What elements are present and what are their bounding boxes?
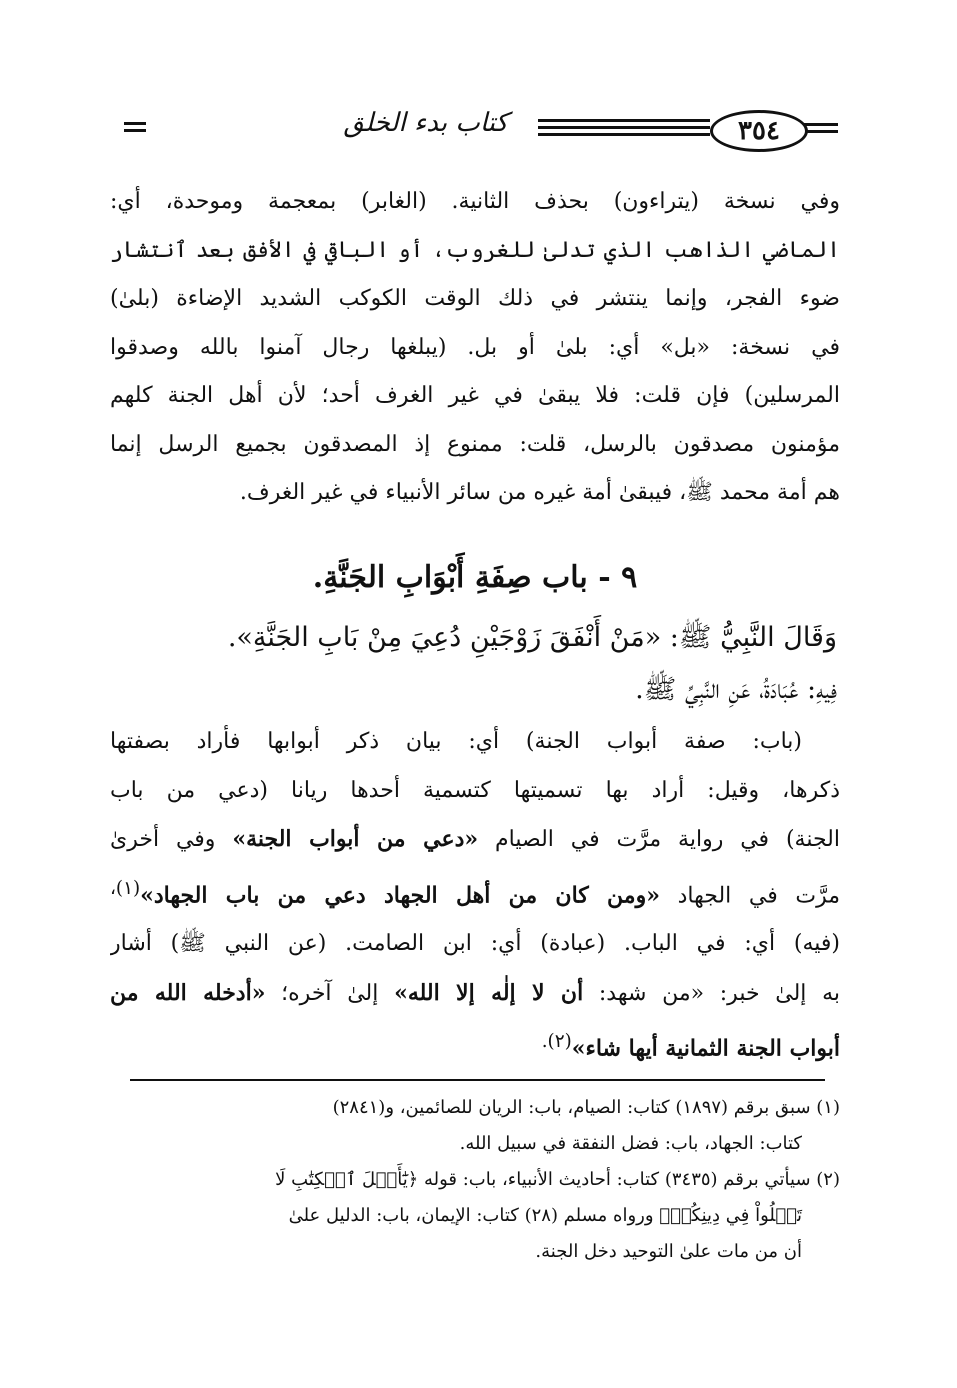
footnote-line: كتاب: الجهاد، باب: فضل النفقة في سبيل الله. — [459, 1133, 802, 1154]
chapter-title: ٩ - باب صِفَةِ أَبْوَابِ الجَنَّةِ. — [312, 560, 638, 595]
text-line: مؤمنون مصدقون بالرسل، قلت: ممنوع إذ المصدقون بجميع الرسل إنما — [110, 431, 840, 457]
header-triple-rule — [538, 119, 710, 122]
text-line: في نسخة: «بل» أي: بلىٰ أو بل. (يبلغها رجال آمنوا بالله وصدقوا — [110, 334, 840, 360]
text-line: الماضي الذاهب الذي تدلىٰ للغروب، أو الباقي في الأفق بعد ٱنتشار — [110, 237, 840, 263]
running-title: كتاب بدء الخلق — [343, 108, 508, 138]
footnote-divider — [130, 1079, 825, 1081]
footnote-line: أن من مات علىٰ التوحيد دخل الجنة. — [535, 1241, 802, 1262]
footnote-line: تَغۡلُواْ فِي دِينِكُمۡ﴾ ورواه مسلم (٢٨) كتاب: الإيمان، باب: الدليل علىٰ — [288, 1205, 802, 1226]
text-line: به إلىٰ خبر: «من شهد: أن لا إلٰه إلا الله» إلىٰ آخره؛ «أدخله الله من — [110, 979, 840, 1006]
text-line: الجنة) في رواية مرَّت في الصيام «دعي من أبواب الجنة» وفي أخرىٰ — [110, 826, 840, 852]
footnote-ref: (٢). — [541, 1031, 572, 1053]
text-line: ذكرها، وقيل: أراد بها تسميتها كتسمية أحدها ريانا (دعي من باب — [110, 777, 840, 803]
text-line: هم أمة محمد ﷺ، فيبقىٰ أمة غيره من سائر الأنبياء في غير الغرف. — [239, 480, 840, 505]
top-paragraph — [110, 178, 840, 518]
footnote-line: (١) سبق برقم (١٨٩٧) كتاب: الصيام، باب: الريان للصائمين، و(٢٨٤١) — [332, 1097, 840, 1118]
text-line: (فيه) أي: في الباب. (عبادة) أي: ابن الصامت. (عن النبي ﷺ) أشار — [110, 931, 840, 957]
text-line: وفي نسخة (يتراءون) بحذف الثانية. (الغابر) بمعجمة وموحدة، أي: — [110, 189, 840, 214]
hadith-text: وَقَالَ النَّبِيُّ ﷺ: «مَنْ أَنْفَقَ زَوْجَيْنِ دُعِيَ مِنْ بَابِ الجَنَّةِ». — [227, 622, 837, 653]
text-line: أبواب الجنة الثمانية أيها شاء»$^{(٢).}$ — [541, 1031, 840, 1062]
text-line: مرَّت في الجهاد «ومن كان من أهل الجهاد دعي من باب الجهاد»$^{(١)،}$ — [110, 877, 840, 908]
footnote-line: (٢) سيأتي برقم (٣٤٣٥) كتاب: أحاديث الأنبياء، باب: قوله ﴿يَٰٓأَهۡلَ ٱلۡكِتَٰبِ لَا — [275, 1169, 840, 1190]
text-line: ضوء الفجر، وإنما ينتشر في ذلك الوقت الكوكب الشديد الإضاءة (بلىٰ) — [110, 286, 840, 311]
footnote-ref: (١)، — [110, 877, 141, 899]
commentary-paragraph — [110, 718, 840, 1074]
footnotes — [110, 1090, 840, 1270]
page-number: ٣٥٤ — [710, 110, 808, 152]
page-header — [110, 108, 838, 152]
hadith-narrator: فِيهِ: عُبَادَةُ، عَنِ النَّبِيِّ ﷺ. — [635, 674, 837, 705]
header-ornament-right — [804, 123, 838, 126]
text-line: المرسلين) فإن قلت: فلا يبقىٰ في غير الغرف أحد؛ لأن أهل الجنة كلهم — [110, 383, 840, 408]
header-ornament-left — [124, 122, 146, 125]
text-line: (باب: صفة أبواب الجنة) أي: بيان ذكر أبوابها فأراد بصفتها — [110, 729, 802, 754]
